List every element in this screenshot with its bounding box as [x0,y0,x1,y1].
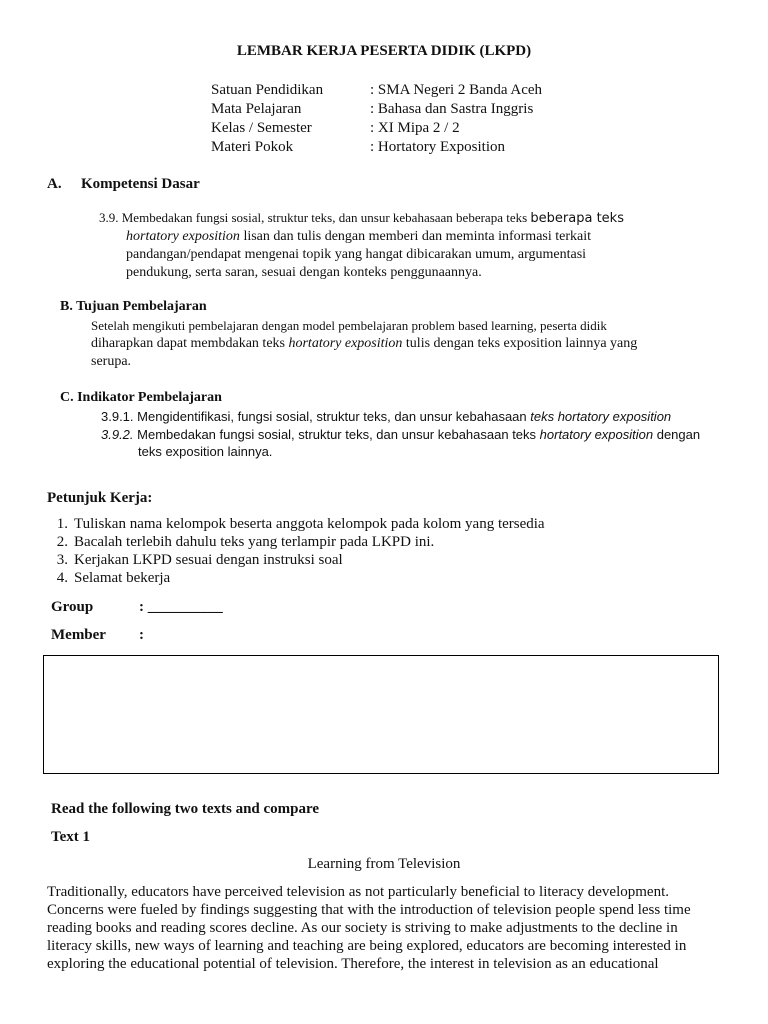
paragraph-line: Traditionally, educators have perceived television as not particularly beneficial to literacy development. [47,884,670,900]
list-item [44,552,343,569]
section-b-title: B. Tujuan Pembelajaran [60,299,207,314]
step-number: 4. [56,570,68,586]
indikator-2-num: 3.9.2. [101,427,134,442]
list-item [44,516,545,533]
step-text: Bacalah terlebih dahulu teks yang terlampir pada LKPD ini. [74,534,435,550]
step-text: Kerjakan LKPD sesuai dengan instruksi soal [74,552,343,568]
member-input-box[interactable] [43,655,719,774]
indikator-2-pre: Membedakan fungsi sosial, struktur teks, dan unsur kebahasaan teks [133,427,540,442]
kd-italic: hortatory exposition [126,229,240,244]
reading-instruction: Read the following two texts and compare [51,801,320,817]
kd-line-4: pendukung, serta saran, sesuai dengan konteks penggunaannya. [126,265,482,280]
kd-prefix: 3.9. Membedakan fungsi sosial, struktur teks, dan unsur kebahasaan beberapa teks [99,210,531,225]
tujuan-line-2-post: tulis dengan teks exposition lainnya yang [402,336,638,351]
group-field[interactable]: : __________ [139,599,223,615]
info-value-mapel: : Bahasa dan Sastra Inggris [370,101,534,117]
info-value-materi: : Hortatory Exposition [370,139,505,155]
section-c-title: C. Indikator Pembelajaran [60,390,222,405]
info-label-satuan: Satuan Pendidikan [211,82,324,98]
step-text: Selamat bekerja [74,570,171,586]
text1-label: Text 1 [51,829,91,845]
paragraph-line: reading books and reading scores decline. As our society is striving to make adjustments to the decline in [47,920,678,936]
paragraph-line: Concerns were fueled by findings suggesting that with the introduction of television people spend less time [47,902,691,918]
page-title: LEMBAR KERJA PESERTA DIDIK (LKPD) [236,43,532,59]
section-a-title: Kompetensi Dasar [81,176,200,192]
indikator-2-line-2: teks exposition lainnya. [138,444,273,459]
indikator-2 [101,426,721,443]
kd-rest: lisan dan tulis dengan memberi dan meminta informasi terkait [239,229,592,244]
indikator-1-pre: 3.9.1. Mengidentifikasi, fungsi sosial, struktur teks, dan unsur kebahasaan [101,409,531,424]
info-value-satuan: : SMA Negeri 2 Banda Aceh [370,82,543,98]
indikator-2-post: dengan [653,427,701,442]
petunjuk-heading: Petunjuk Kerja: [47,490,153,506]
paragraph-line: literacy skills, new ways of learning and teaching are being explored, educators are becoming interested in [47,938,687,954]
tujuan-line-1: Setelah mengikuti pembelajaran dengan model pembelajaran problem based learning, peserta didik [91,318,607,333]
info-label-kelas: Kelas / Semester [211,120,312,136]
member-colon: : [139,627,144,643]
step-number: 1. [56,516,68,532]
step-number: 2. [56,534,68,550]
tujuan-line-2 [91,335,711,353]
tujuan-line-3: serupa. [91,354,132,369]
info-value-kelas: : XI Mipa 2 / 2 [370,120,460,136]
kd-tail: beberapa teks [530,211,624,226]
kompetensi-dasar-text [99,209,699,282]
step-text: Tuliskan nama kelompok beserta anggota kelompok pada kolom yang tersedia [74,516,545,532]
kd-line-3: pandangan/pendapat mengenai topik yang hangat dibicarakan umum, argumentasi [126,247,587,262]
kd-line-2 [99,228,699,246]
tujuan-italic: hortatory exposition [288,336,403,351]
list-item [44,534,434,551]
member-label: Member [51,627,106,643]
info-label-materi: Materi Pokok [211,139,294,155]
group-label: Group [51,599,94,615]
indikator-1-italic: teks hortatory exposition [530,409,672,424]
text1-paragraph [47,883,727,973]
text1-title: Learning from Television [307,856,461,872]
paragraph-line: exploring the educational potential of television. Therefore, the interest in television as an educational [47,956,659,972]
tujuan-text [91,317,711,371]
section-a-letter: A. [47,176,62,192]
list-item [44,570,170,587]
tujuan-line-2-pre: diharapkan dapat membdakan teks [91,336,289,351]
indikator-1 [101,408,721,425]
step-number: 3. [56,552,68,568]
indikator-2-italic: hortatory exposition [539,427,654,442]
info-label-mapel: Mata Pelajaran [211,101,302,117]
